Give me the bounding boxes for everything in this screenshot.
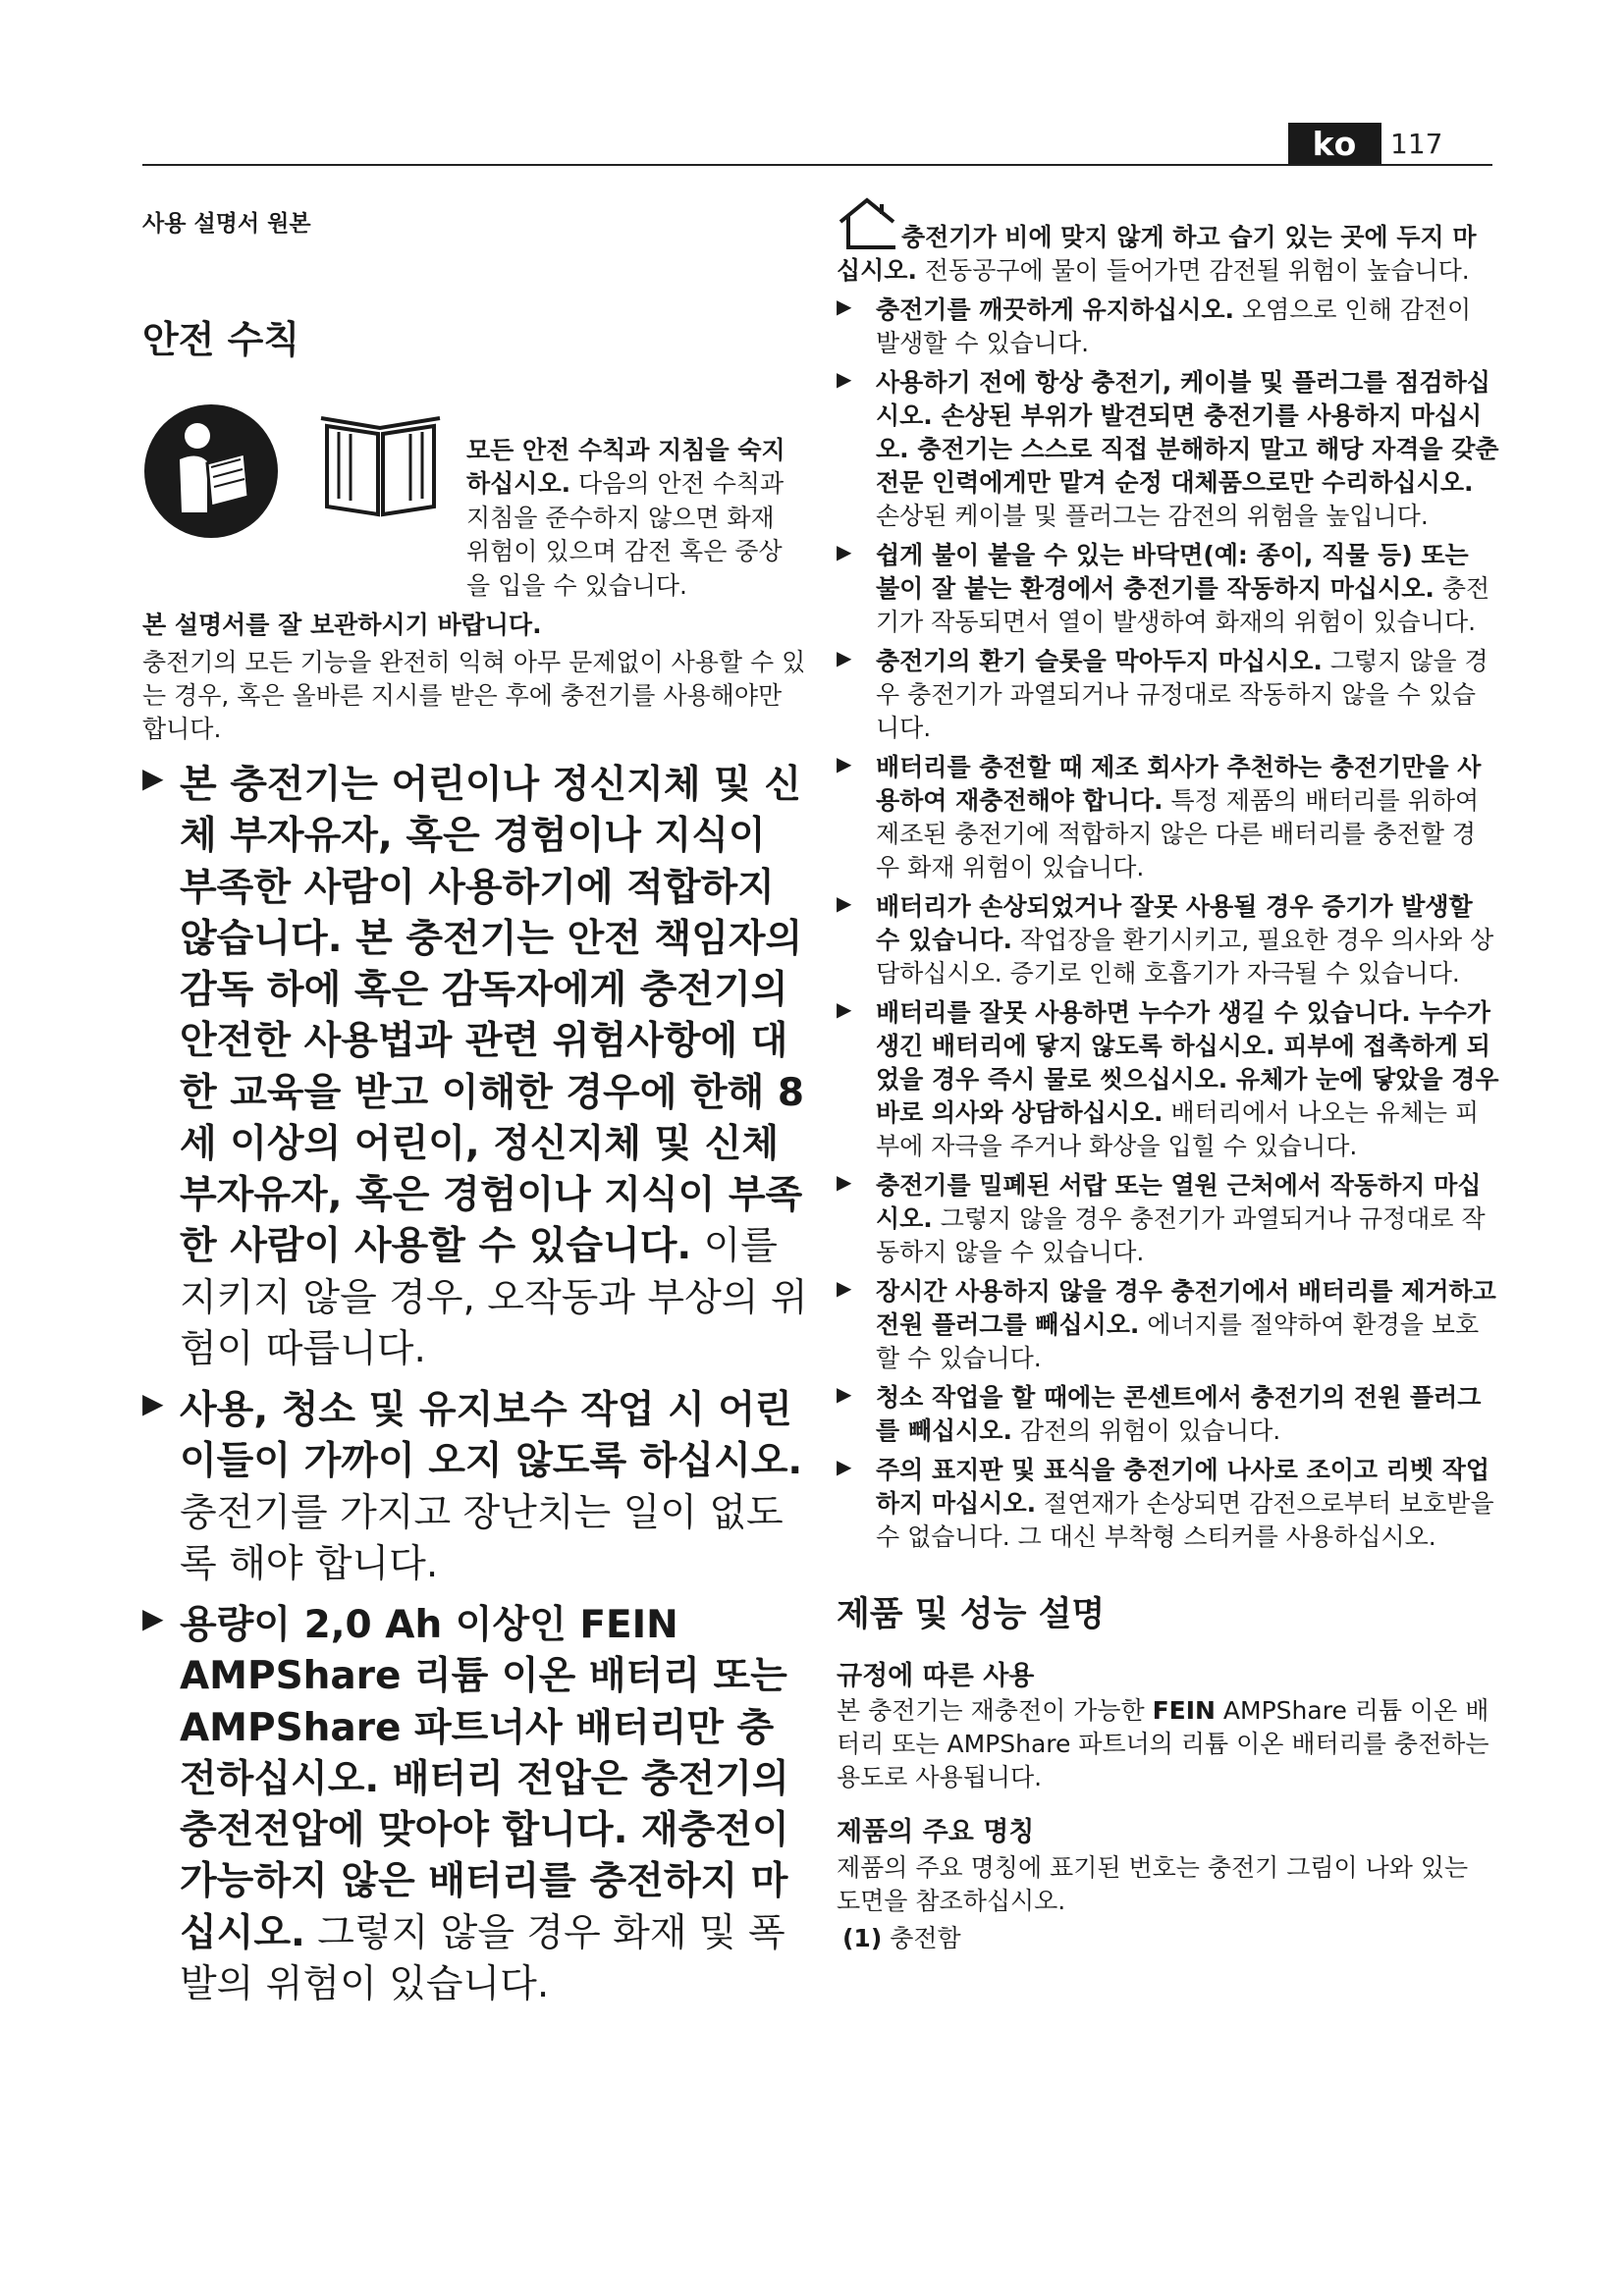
language-badge: ko	[1288, 123, 1381, 164]
list-item: ▶ 청소 작업을 할 때에는 콘센트에서 충전기의 전원 플러그를 빼십시오. 감전의 위험이 있습니다.	[837, 1382, 1482, 1445]
components-text: 제품의 주요 명칭에 표기된 번호는 충전기 그림이 나와 있는 도면을 참조하십시오.	[837, 1853, 1469, 1916]
bullet-arrow-icon: ▶	[142, 1387, 164, 1420]
intro-bold: 모든 안전 수칙과 지침을 숙지하십시오.	[466, 435, 785, 499]
bullet-arrow-icon: ▶	[142, 1602, 164, 1635]
charger-safety-list	[837, 294, 1499, 1554]
bullet-arrow-icon: ▶	[837, 294, 852, 318]
bullet-arrow-icon: ▶	[142, 762, 164, 795]
list-item: ▶ 용량이 2,0 Ah 이상인 FEIN AMPShare 리튬 이온 배터리 또는 AMPShare 파트너사 배터리만 충전하십시오. 배터리 전압은 충전기의 충전전압에 맞아야 합니다. 재충전이 가능하지 않은 배터리를 충전하지 마십시오. 그렇지 않을 경우 화재 및 폭발의 위험이 있습니다.	[142, 1602, 789, 2006]
child-safety-list	[142, 760, 810, 2010]
warning-icons	[142, 383, 486, 520]
intended-use-title: 규정에 따른 사용	[837, 1660, 1035, 1691]
bullet-arrow-icon: ▶	[837, 752, 852, 775]
document-label: 사용 설명서 원본	[142, 211, 311, 237]
list-item: ▶ 배터리가 손상되었거나 잘못 사용될 경우 증기가 발생할 수 있습니다. 작업장을 환기시키고, 필요한 경우 의사와 상담하십시오. 증기로 인해 호흡기가 자극될 수 있습니다.	[837, 891, 1494, 988]
components-title: 제품의 주요 명칭	[837, 1817, 1035, 1848]
list-item: ▶ 쉽게 불이 붙을 수 있는 바닥면(예: 종이, 직물 등) 또는 불이 잘 붙는 환경에서 충전기를 작동하지 마십시오. 충전기가 작동되면서 열이 발생하여 화재의 위험이 있습니다.	[837, 540, 1490, 636]
bullet-arrow-icon: ▶	[837, 997, 852, 1021]
usage-note: 충전기의 모든 기능을 완전히 익혀 아무 문제없이 사용할 수 있는 경우, 혹은 올바른 지시를 받은 후에 충전기를 사용해야만 합니다.	[142, 648, 806, 744]
bullet-arrow-icon: ▶	[837, 1276, 852, 1300]
list-item: ▶ 배터리를 충전할 때 제조 회사가 추천하는 충전기만을 사용하여 재충전해야 합니다. 특정 제품의 배터리를 위하여 제조된 충전기에 적합하지 않은 다른 배터리를 충전할 경우 화재 위험이 있습니다.	[837, 752, 1482, 881]
list-item: ▶ 충전기를 깨끗하게 유지하십시오. 오염으로 인해 감전이 발생할 수 있습니다.	[837, 294, 1472, 357]
left-column	[142, 196, 810, 2020]
component-item: (1) 충전함	[842, 1924, 961, 1953]
list-item: ▶ 사용, 청소 및 유지보수 작업 시 어린이들이 가까이 오지 않도록 하십시오. 충전기를 가지고 장난치는 일이 없도록 해야 합니다.	[142, 1387, 803, 1586]
header-divider	[142, 164, 1492, 166]
list-item: ▶ 본 충전기는 어린이나 정신지체 및 신체 부자유자, 혹은 경험이나 지식이 부족한 사람이 사용하기에 적합하지 않습니다. 본 충전기는 안전 책임자의 감독 하에 혹은 감독자에게 충전기의 안전한 사용법과 관련 위험사항에 대한 교육을 받고 이해한 경우에 한해 8세 이상의 어린이, 정신지체 및 신체 부자유자, 혹은 경험이나 지식이 부족한 사람이 사용할 수 있습니다. 이를 지키지 않을 경우, 오작동과 부상의 위험이 따릅니다.	[142, 762, 808, 1371]
safety-section-title: 안전 수칙	[142, 318, 300, 362]
right-column	[837, 196, 1499, 1955]
keep-manual-notice: 본 설명서를 잘 보관하시기 바랍니다.	[142, 611, 542, 640]
intro-rest: 다음의 안전 수칙과 지침을 준수하지 않으면 화재 위험이 있으며 감전 혹은 중상을 입을 수 있습니다.	[466, 469, 785, 600]
bullet-arrow-icon: ▶	[837, 1455, 852, 1478]
product-section-title: 제품 및 성능 설명	[837, 1595, 1106, 1634]
bullet-arrow-icon: ▶	[837, 367, 852, 391]
bullet-arrow-icon: ▶	[837, 540, 852, 563]
list-item: ▶ 충전기의 환기 슬롯을 막아두지 마십시오. 그렇지 않을 경우 충전기가 과열되거나 규정대로 작동하지 않을 수 있습니다.	[837, 646, 1489, 742]
list-item: ▶ 충전기를 밀폐된 서랍 또는 열원 근처에서 작동하지 마십시오. 그렇지 않을 경우 충전기가 과열되거나 규정대로 작동하지 않을 수 있습니다.	[837, 1170, 1486, 1266]
intended-use-text: 본 충전기는 재충전이 가능한 FEIN AMPShare 리튬 이온 배터리 또는 AMPShare 파트너의 리튬 이온 배터리를 충전하는 용도로 사용됩니다.	[837, 1696, 1489, 1792]
list-item: ▶ 장시간 사용하지 않을 경우 충전기에서 배터리를 제거하고 전원 플러그를 빼십시오. 에너지를 절약하여 환경을 보호할 수 있습니다.	[837, 1276, 1496, 1372]
bullet-arrow-icon: ▶	[837, 646, 852, 669]
open-book-icon	[319, 412, 442, 520]
bullet-arrow-icon: ▶	[837, 1382, 852, 1406]
bullet-arrow-icon: ▶	[837, 891, 852, 915]
page-number: 117	[1390, 128, 1443, 160]
indoor-use-house-icon	[837, 196, 897, 251]
intro-block	[142, 383, 810, 604]
indoor-use-paragraph: 충전기가 비에 맞지 않게 하고 습기 있는 곳에 두지 마십시오. 전동공구에 물이 들어가면 감전될 위험이 높습니다.	[837, 196, 1499, 288]
read-manual-icon	[142, 402, 280, 540]
list-item: ▶ 배터리를 잘못 사용하면 누수가 생길 수 있습니다. 누수가 생긴 배터리에 닿지 않도록 하십시오. 피부에 접촉하게 되었을 경우 즉시 물로 씻으십시오. 유체가 눈에 닿았을 경우 바로 의사와 상담하십시오. 배터리에서 나오는 유체는 피부에 자극을 주거나 화상을 입힐 수 있습니다.	[837, 997, 1499, 1160]
list-item: ▶ 사용하기 전에 항상 충전기, 케이블 및 플러그를 점검하십시오. 손상된 부위가 발견되면 충전기를 사용하지 마십시오. 충전기는 스스로 직접 분해하지 말고 해당 자격을 갖춘 전문 인력에게만 맡겨 순정 대체품으로만 수리하십시오. 손상된 케이블 및 플러그는 감전의 위험을 높입니다.	[837, 367, 1499, 530]
list-item: ▶ 주의 표지판 및 표식을 충전기에 나사로 조이고 리벳 작업하지 마십시오. 절연재가 손상되면 감전으로부터 보호받을 수 없습니다. 그 대신 부착형 스티커를 사용하십시오.	[837, 1455, 1494, 1551]
bullet-arrow-icon: ▶	[837, 1170, 852, 1194]
intro-paragraph	[466, 434, 790, 604]
